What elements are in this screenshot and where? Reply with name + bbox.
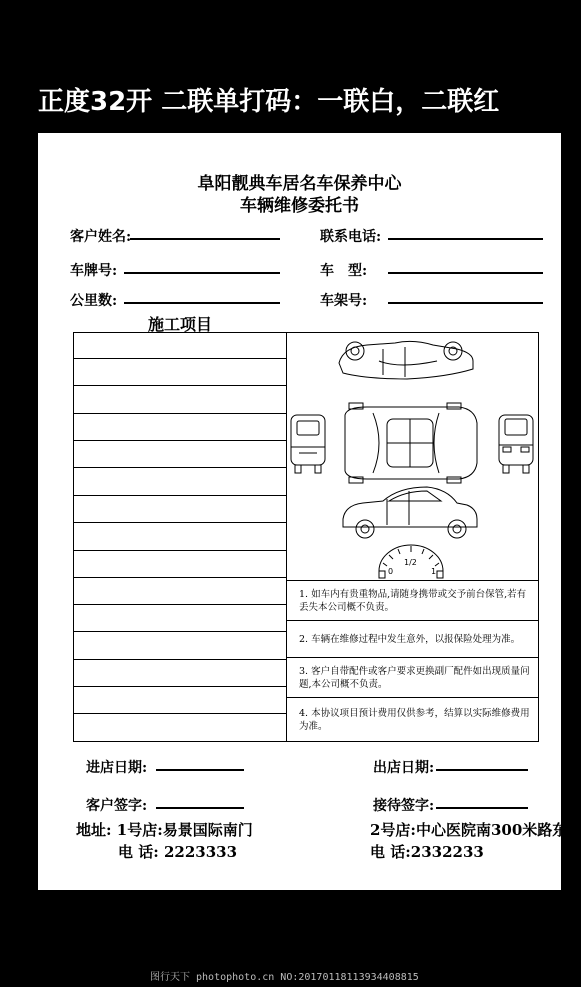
contact-phone-label: 联系电话:	[320, 229, 382, 245]
work-item-row[interactable]	[74, 358, 286, 359]
fuel-empty-label: 0	[388, 567, 394, 576]
reception-sign-line[interactable]	[436, 807, 528, 809]
note-item: 3. 客户自带配件或客户要求更换副厂配件如出现质量问题,本公司概不负责。	[287, 657, 538, 697]
frame-label: 车架号:	[320, 293, 368, 309]
work-item-row[interactable]	[74, 686, 286, 687]
in-date-line[interactable]	[156, 769, 244, 771]
work-item-row[interactable]	[74, 604, 286, 605]
car-rear-icon	[291, 415, 325, 473]
in-date-label: 进店日期:	[86, 760, 148, 776]
model-label: 车 型:	[320, 263, 368, 279]
customer-sign-label: 客户签字:	[86, 798, 148, 814]
work-item-row[interactable]	[74, 577, 286, 578]
model-line[interactable]	[388, 272, 543, 274]
customer-name-label: 客户姓名:	[70, 229, 132, 245]
car-side-bottom-icon	[343, 487, 477, 538]
plate-line[interactable]	[124, 272, 280, 274]
car-side-top-icon	[339, 341, 473, 379]
work-item-row[interactable]	[74, 713, 286, 714]
out-date-label: 出店日期:	[373, 760, 435, 776]
note-item: 4. 本协议项目预计费用仅供参考，结算以实际维修费用为准。	[287, 697, 538, 742]
work-item-row[interactable]	[74, 467, 286, 468]
work-item-row[interactable]	[74, 413, 286, 414]
mileage-label: 公里数:	[70, 293, 118, 309]
customer-name-line[interactable]	[130, 238, 280, 240]
customer-sign-line[interactable]	[156, 807, 244, 809]
store2-phone: 电 话:2332233	[370, 843, 484, 861]
note-item: 1. 如车内有贵重物品,请随身携带或交予前台保管,若有丢失本公司概不负责。	[287, 580, 538, 620]
frame-line[interactable]	[388, 302, 543, 304]
work-item-row[interactable]	[74, 495, 286, 496]
notes-area	[287, 580, 538, 741]
work-item-row[interactable]	[74, 659, 286, 660]
work-item-row[interactable]	[74, 631, 286, 632]
car-front-icon	[499, 415, 533, 473]
form-paper	[38, 133, 568, 890]
out-date-line[interactable]	[436, 769, 528, 771]
fuel-full-label: 1	[431, 567, 437, 576]
contact-phone-line[interactable]	[388, 238, 543, 240]
note-item: 2. 车辆在维修过程中发生意外，以报保险处理为准。	[287, 620, 538, 657]
work-item-row[interactable]	[74, 385, 286, 386]
work-items-grid	[73, 332, 539, 742]
car-diagram	[287, 333, 539, 580]
car-top-view-icon	[345, 403, 477, 483]
reception-sign-label: 接待签字:	[373, 798, 435, 814]
watermark: 图行天下 photophoto.cn NO:20170118113934408815	[150, 972, 419, 983]
store1-address: 地址: 1号店:易景国际南门	[76, 821, 253, 839]
banner-title: 正度32开 二联单打码：一联白，二联红	[38, 87, 500, 117]
work-item-row[interactable]	[74, 440, 286, 441]
mileage-line[interactable]	[124, 302, 280, 304]
form-title: 阜阳靓典车居名车保养中心	[197, 174, 402, 194]
plate-label: 车牌号:	[70, 263, 118, 279]
store1-phone: 电 话: 2223333	[118, 843, 238, 861]
fuel-half-label: 1/2	[404, 558, 417, 567]
form-subtitle: 车辆维修委托书	[240, 196, 359, 216]
work-item-row[interactable]	[74, 522, 286, 523]
section-title: 施工项目	[148, 315, 213, 334]
store2-address: 2号店:中心医院南300米路东	[370, 821, 568, 839]
work-item-row[interactable]	[74, 550, 286, 551]
